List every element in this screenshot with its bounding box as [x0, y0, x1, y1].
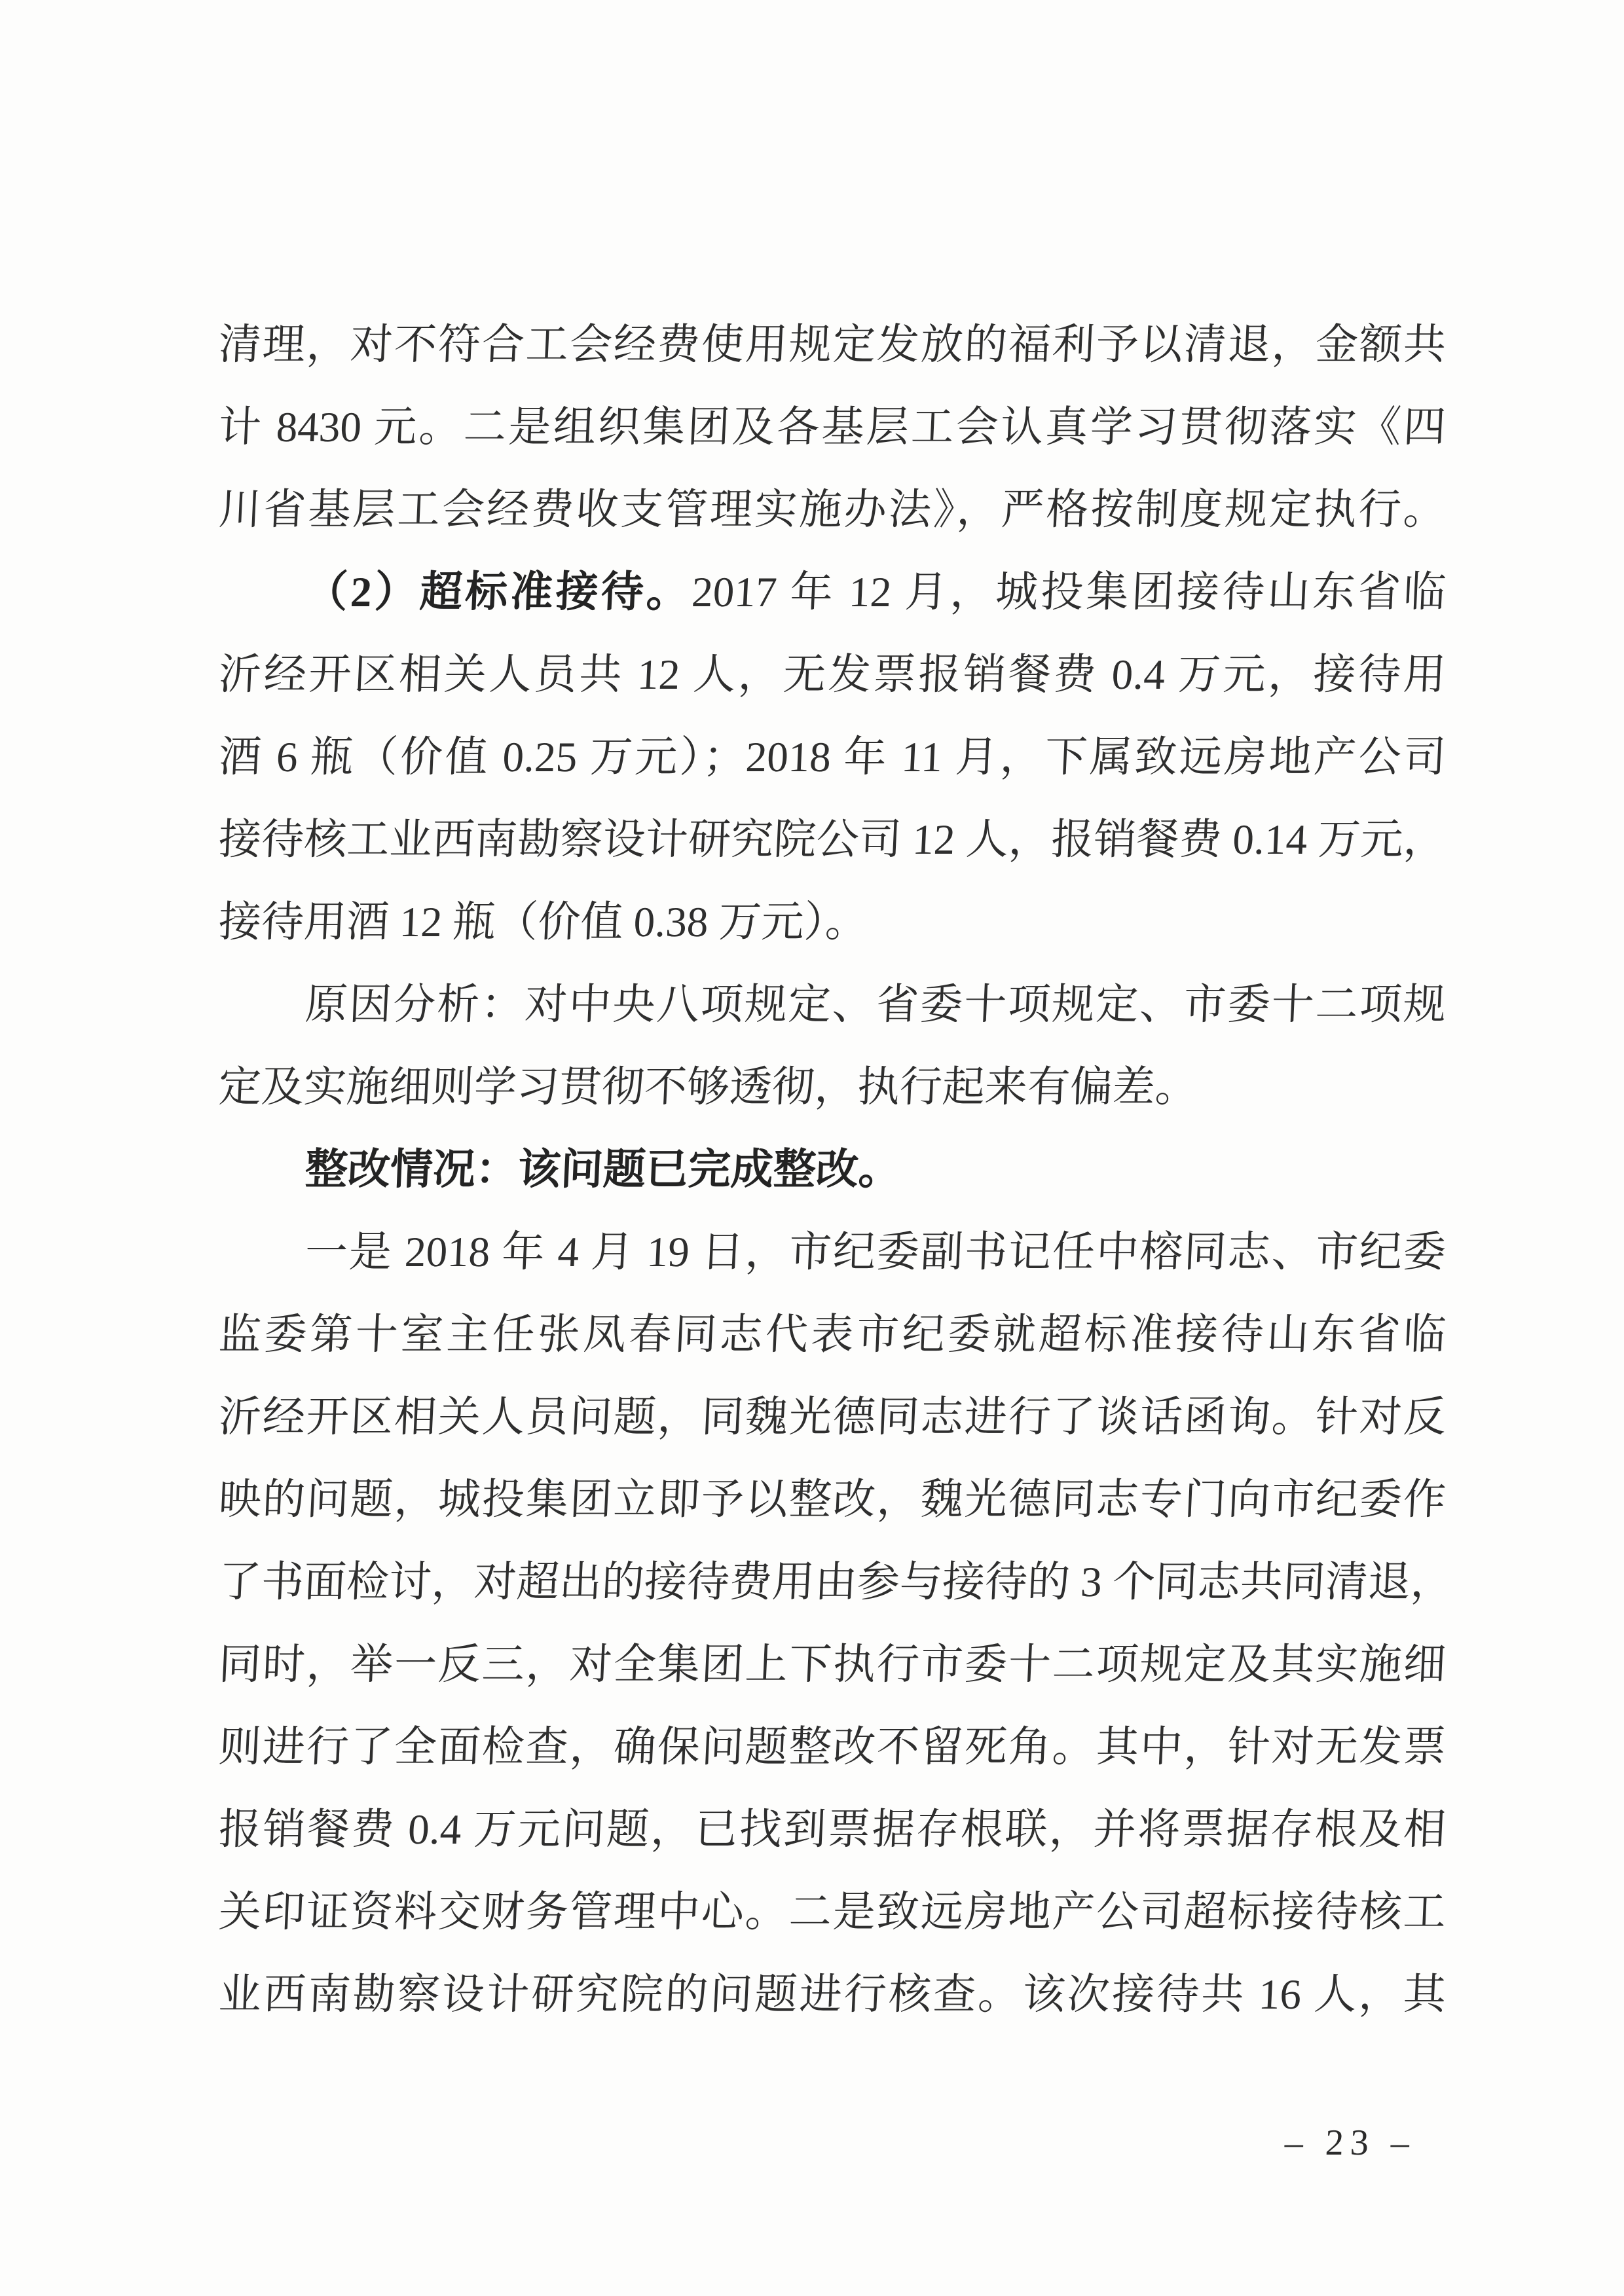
text-line: 川省基层工会经费收支管理实施办法》，严格按制度规定执行。 — [217, 486, 1447, 534]
document-body — [217, 304, 1454, 2036]
text-line: 酒 6 瓶（价值 0.25 万元）；2018 年 11 月，下属致远房地产公司 — [217, 734, 1447, 781]
text-line: 定及实施细则学习贯彻不够透彻，执行起来有偏差。 — [217, 1064, 1199, 1111]
text-line: 业西南勘察设计研究院的问题进行核查。该次接待共 16 人，其 — [217, 1971, 1447, 2018]
text-line — [217, 1129, 1448, 1211]
rectification-status-heading: 整改情况：该问题已完成整改。 — [304, 1146, 902, 1194]
text-line: 监委第十室主任张凤春同志代表市纪委就超标准接待山东省临 — [217, 1311, 1447, 1358]
text-line: 报销餐费 0.4 万元问题，已找到票据存根联，并将票据存根及相 — [217, 1806, 1447, 1853]
text-line: 沂经开区相关人员问题，同魏光德同志进行了谈话函询。针对反 — [217, 1394, 1447, 1441]
page-number: – 23 – — [1283, 2123, 1417, 2163]
text-line: 一是 2018 年 4 月 19 日，市纪委副书记任中榕同志、市纪委 — [304, 1229, 1447, 1276]
text-line: 原因分析：对中央八项规定、省委十项规定、市委十二项规 — [304, 981, 1447, 1029]
text-line: 了书面检讨，对超出的接待费用由参与接待的 3 个同志共同清退， — [217, 1559, 1454, 1606]
text-line: 同时，举一反三，对全集团上下执行市委十二项规定及其实施细 — [217, 1641, 1447, 1688]
text-line: 接待用酒 12 瓶（价值 0.38 万元）。 — [217, 899, 869, 946]
subsection-heading: （2）超标准接待。 — [304, 569, 693, 616]
text-line — [217, 551, 1448, 634]
text-line: 接待核工业西南勘察设计研究院公司 12 人，报销餐费 0.14 万元， — [217, 816, 1447, 864]
text-line: 映的问题，城投集团立即予以整改，魏光德同志专门向市纪委作 — [217, 1476, 1447, 1523]
text-line: 清理，对不符合工会经费使用规定发放的福利予以清退，金额共 — [217, 321, 1447, 369]
text-line: 则进行了全面检查，确保问题整改不留死角。其中，针对无发票 — [217, 1724, 1447, 1771]
text-line: 沂经开区相关人员共 12 人，无发票报销餐费 0.4 万元，接待用 — [217, 651, 1447, 699]
text-run: 2017 年 12 月，城投集团接待山东省临 — [690, 569, 1447, 616]
text-line: 关印证资料交财务管理中心。二是致远房地产公司超标接待核工 — [217, 1889, 1447, 1936]
text-line: 计 8430 元。二是组织集团及各基层工会认真学习贯彻落实《四 — [217, 404, 1447, 451]
